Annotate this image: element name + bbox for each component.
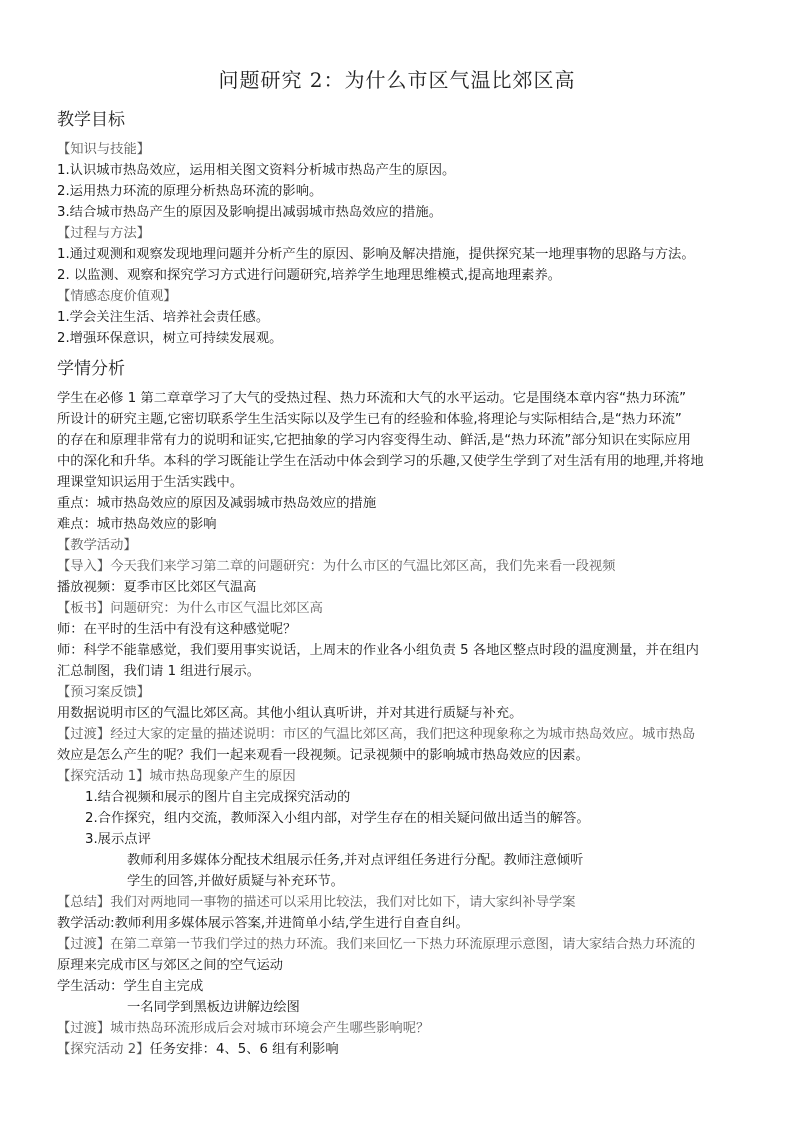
transition-text-cont: 效应是怎么产生的呢？我们一起来观看一段视频。记录视频中的影响城市热岛效应的因素。	[57, 748, 589, 763]
explore1-item: 1.结合视频和展示的图片自主完成探究活动的	[85, 790, 351, 805]
board-text: 问题研究：为什么市区气温比郊区高	[110, 601, 323, 616]
preview-label: 【预习案反馈】	[57, 685, 151, 700]
activity-label: 【教学活动】	[57, 538, 137, 553]
analysis-line: 的存在和原理非常有力的说明和证实,它把抽象的学习内容变得生动、鲜活,是“热力环流”部分知识在实际应用	[57, 433, 691, 448]
preview-text: 用数据说明市区的气温比郊区高。其他小组认真听讲，并对其进行质疑与补充。	[57, 706, 523, 721]
teacher-question: 师：在平时的生活中有没有这种感觉呢？	[57, 622, 297, 637]
teacher-statement-cont: 汇总制图，我们请 1 组进行展示。	[57, 664, 261, 679]
explore2-row	[57, 1040, 339, 1060]
explore1-text: 城市热岛现象产生的原因	[149, 769, 296, 784]
transition-text: 经过大家的定量的描述说明：市区的气温比郊区高，我们把这种现象称之为城市热岛效应。城市热岛	[110, 727, 696, 742]
knowledge-label: 【知识与技能】	[57, 142, 151, 157]
transition3-label: 【过渡】	[57, 1021, 111, 1036]
analysis-line: 学生在必修 1 第二章章学习了大气的受热过程、热力环流和大气的水平运动。它是围绕本章内容“热力环流”	[57, 391, 687, 406]
explore1-item: 2.合作探究，组内交流，教师深入小组内部，对学生存在的相关疑问做出适当的解答。	[85, 811, 590, 826]
transition-label: 【过渡】	[57, 727, 111, 742]
explore2-text: 任务安排：4、5、6 组有利影响	[149, 1042, 339, 1057]
transition2-text-cont: 原理来完成市区与郊区之间的空气运动	[57, 958, 284, 973]
difficulty: 难点：城市热岛效应的影响	[57, 517, 217, 532]
knowledge-item: 2.运用热力环流的原理分析热岛环流的影响。	[57, 184, 323, 199]
objectives-heading: 教学目标	[57, 110, 125, 130]
knowledge-item: 3.结合城市热岛产生的原因及影响提出减弱城市热岛效应的措施。	[57, 205, 442, 220]
analysis-heading: 学情分析	[57, 359, 125, 379]
explore2-label: 【探究活动 2】	[57, 1042, 150, 1057]
intro-text: 今天我们来学习第二章的问题研究：为什么市区的气温比郊区高，我们先来看一段视频	[110, 559, 616, 574]
transition3-row	[57, 1019, 429, 1039]
explore1-sub: 教师利用多媒体分配技术组展示任务,并对点评组任务进行分配。教师注意倾听	[127, 853, 584, 868]
transition2-text: 在第二章第一节我们学过的热力环流。我们来回忆一下热力环流原理示意图，请大家结合热力环流的	[110, 937, 696, 952]
intro-label: 【导入】	[57, 559, 111, 574]
key-point: 重点：城市热岛效应的原因及减弱城市热岛效应的措施	[57, 496, 377, 511]
explore1-item: 3.展示点评	[85, 832, 151, 847]
summary-row	[57, 893, 576, 913]
summary-label: 【总结】	[57, 895, 111, 910]
process-item: 2. 以监测、观察和探究学习方式进行问题研究,培养学生地理思维模式,提高地理素养。	[57, 268, 562, 283]
board-row	[57, 599, 323, 619]
teacher-statement: 师：科学不能靠感觉，我们要用事实说话，上周末的作业各小组负责 5 各地区整点时段的温度测量，并在组内	[57, 643, 699, 658]
emotion-item: 1.学会关注生活、培养社会责任感。	[57, 310, 270, 325]
transition2-row	[57, 935, 695, 955]
document-title: 问题研究 2：为什么市区气温比郊区高	[218, 68, 576, 92]
video-line: 播放视频：夏季市区比郊区气温高	[57, 580, 257, 595]
transition2-label: 【过渡】	[57, 937, 111, 952]
transition-row	[57, 725, 695, 745]
emotion-label: 【情感态度价值观】	[57, 289, 177, 304]
intro-row	[57, 557, 615, 577]
student-activity: 学生活动：学生自主完成	[57, 979, 204, 994]
knowledge-item: 1.认识城市热岛效应，运用相关图文资料分析城市热岛产生的原因。	[57, 163, 456, 178]
student-activity-cont: 一名同学到黑板边讲解边绘图	[127, 1000, 300, 1015]
process-label: 【过程与方法】	[57, 226, 151, 241]
board-label: 【板书】	[57, 601, 111, 616]
process-item: 1.通过观测和观察发现地理问题并分析产生的原因、影响及解决措施，提供探究某一地理事物的思路与方法。	[57, 247, 695, 262]
analysis-line: 理课堂知识运用于生活实践中。	[57, 475, 244, 490]
explore1-label: 【探究活动 1】	[57, 769, 150, 784]
explore1-sub: 学生的回答,并做好质疑与补充环节。	[127, 874, 344, 889]
emotion-item: 2.增强环保意识，树立可持续发展观。	[57, 331, 283, 346]
transition3-text: 城市热岛环流形成后会对城市环境会产生哪些影响呢？	[110, 1021, 430, 1036]
analysis-line: 中的深化和升华。本科的学习既能让学生在活动中体会到学习的乐趣,又使学生学到了对生活有用的地理,并将地	[57, 454, 704, 469]
analysis-line: 所设计的研究主题,它密切联系学生生活实际以及学生已有的经验和体验,将理论与实际相结合,是“热力环流”	[57, 412, 682, 427]
summary-text: 我们对两地同一事物的描述可以采用比较法，我们对比如下，请大家纠补导学案	[110, 895, 576, 910]
teaching-activity: 教学活动:教师利用多媒体展示答案,并进简单小结,学生进行自查自纠。	[57, 916, 469, 931]
explore1-row	[57, 767, 296, 787]
